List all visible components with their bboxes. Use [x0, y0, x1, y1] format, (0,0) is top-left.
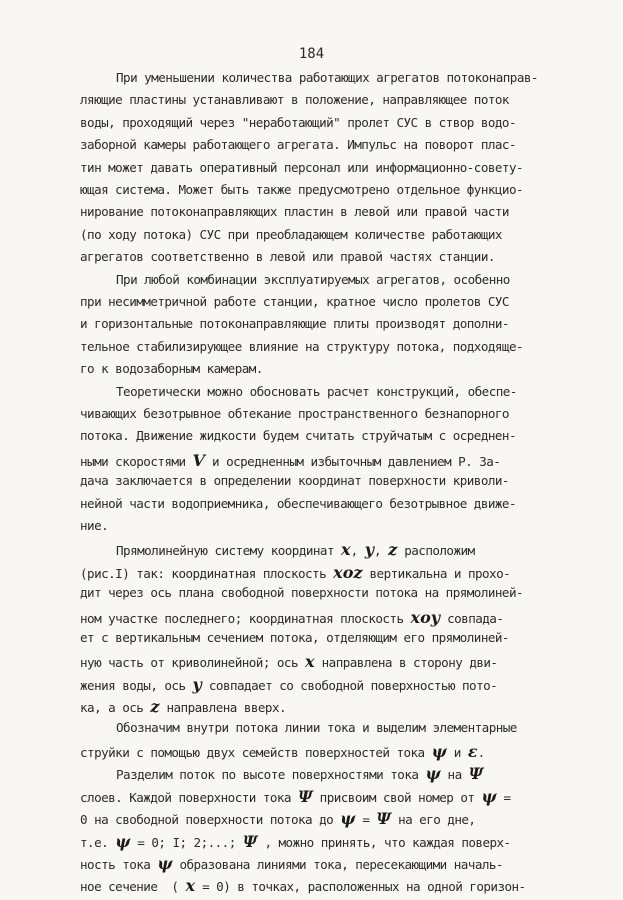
- text-line: При любой комбинации эксплуатируемых агрегатов, особенно: [116, 271, 510, 287]
- math-symbol: x: [341, 540, 351, 560]
- math-symbol: ψ: [481, 786, 497, 806]
- math-symbol: Ψ: [298, 786, 313, 806]
- text-line: 0 на свободной поверхности потока до ψ = Ψ на его дне,: [80, 809, 476, 829]
- text-line: ном участке последнего; координатная плоскость xoy совпада-: [80, 607, 504, 627]
- text-line: го к водозаборным камерам.: [80, 361, 263, 377]
- math-symbol: ε: [467, 742, 478, 761]
- text-line: слоев. Каждой поверхности тока Ψ присвоим свой номер от ψ =: [80, 786, 511, 806]
- text-line: чивающих безотрывное обтекание пространственного безнапорного: [80, 406, 509, 421]
- text-line: воды, проходящий через "неработающий" пролет СУС в створ водо-: [80, 114, 516, 130]
- text-line: ние.: [80, 518, 109, 533]
- text-line: дача заключается в определении координат поверхности криволи-: [80, 473, 509, 489]
- math-symbol: Ψ: [468, 764, 484, 784]
- math-symbol: xoz: [333, 562, 363, 582]
- text-line: агрегатов соответственно в левой или правой частях станции.: [80, 249, 495, 265]
- text-line: жения воды, ось y совпадает со свободной поверхностью пото-: [80, 674, 498, 694]
- text-line: ляющие пластины устанавливают в положение, направляющее поток: [80, 92, 509, 108]
- math-symbol: z: [150, 697, 160, 717]
- text-line: Разделим поток по высоте поверхностями тока ψ на Ψ: [116, 764, 484, 784]
- text-line: Прямолинейную систему координат x, y, z расположим: [116, 540, 475, 560]
- text-line: ную часть от криволинейной; ось x направлена в сторону дви-: [80, 652, 498, 672]
- text-line: ет с вертикальным сечением потока, отделяющим его прямолиней-: [80, 630, 509, 645]
- text-line: струйки с помощью двух семейств поверхностей тока ψ и ε.: [80, 742, 485, 761]
- math-symbol: ψ: [340, 809, 356, 829]
- text-line: тин может давать оперативный персонал или информационно-совету-: [80, 159, 524, 175]
- math-symbol: Ψ: [242, 831, 258, 851]
- math-symbol: y: [364, 540, 374, 560]
- math-symbol: ψ: [157, 854, 173, 873]
- text-line: ющая система. Может быть также предусмотрено отдельное функцио-: [80, 182, 524, 197]
- math-symbol: Ψ: [376, 809, 392, 829]
- text-line: тельное стабилизирующее влияние на структуру потока, подходяще-: [80, 338, 524, 354]
- text-line: заборной камеры работающего агрегата. Импульс на поворот плас-: [80, 137, 516, 153]
- text-line: нейной части водоприемника, обеспечивающего безотрывное движе-: [80, 495, 516, 511]
- text-line: нирование потоконаправляющих пластин в левой или правой части: [80, 204, 509, 220]
- text-line: ка, а ось z направлена вверх.: [80, 697, 287, 717]
- text-line: (рис.I) так: координатная плоскость xoz вертикальна и прохо-: [80, 562, 511, 582]
- math-symbol: x: [305, 652, 315, 672]
- text-line: ными скоростями V и осредненным избыточным давлением Р. За-: [80, 450, 501, 470]
- math-symbol: ψ: [115, 831, 131, 851]
- text-line: ное сечение ( x = 0) в точках, расположенных на одной горизон-: [80, 876, 526, 896]
- page-number: 184: [298, 46, 325, 62]
- math-symbol: xoy: [410, 607, 441, 627]
- math-symbol: ψ: [425, 764, 441, 784]
- text-line: т.е. ψ = 0; I; 2;...; Ψ , можно принять, что каждая поверх-: [80, 831, 511, 851]
- text-line: потока. Движение жидкости будем считать струйчатым с осреднен-: [80, 428, 516, 444]
- text-line: Теоретически можно обосновать расчет конструкций, обеспе-: [116, 383, 517, 399]
- text-line: (по ходу потока) СУС при преобладающем количестве работающих: [80, 226, 502, 242]
- text-line: дит через ось плана свободной поверхности потока на прямолиней-: [80, 585, 524, 601]
- math-symbol: V: [192, 450, 205, 470]
- text-line: и горизонтальные потоконаправляющие плиты производят дополни-: [80, 316, 509, 332]
- math-symbol: y: [192, 674, 202, 694]
- text-line: при несимметричной работе станции, кратное число пролетов СУС: [80, 294, 509, 309]
- text-line: Обозначим внутри потока линии тока и выделим элементарные: [116, 719, 517, 735]
- math-symbol: ψ: [431, 742, 447, 761]
- math-symbol: z: [388, 540, 398, 560]
- math-symbol: x: [185, 876, 196, 896]
- text-line: При уменьшении количества работающих агрегатов потоконаправ-: [116, 70, 538, 85]
- text-line: ность тока ψ образована линиями тока, пересекающими началь-: [80, 854, 503, 873]
